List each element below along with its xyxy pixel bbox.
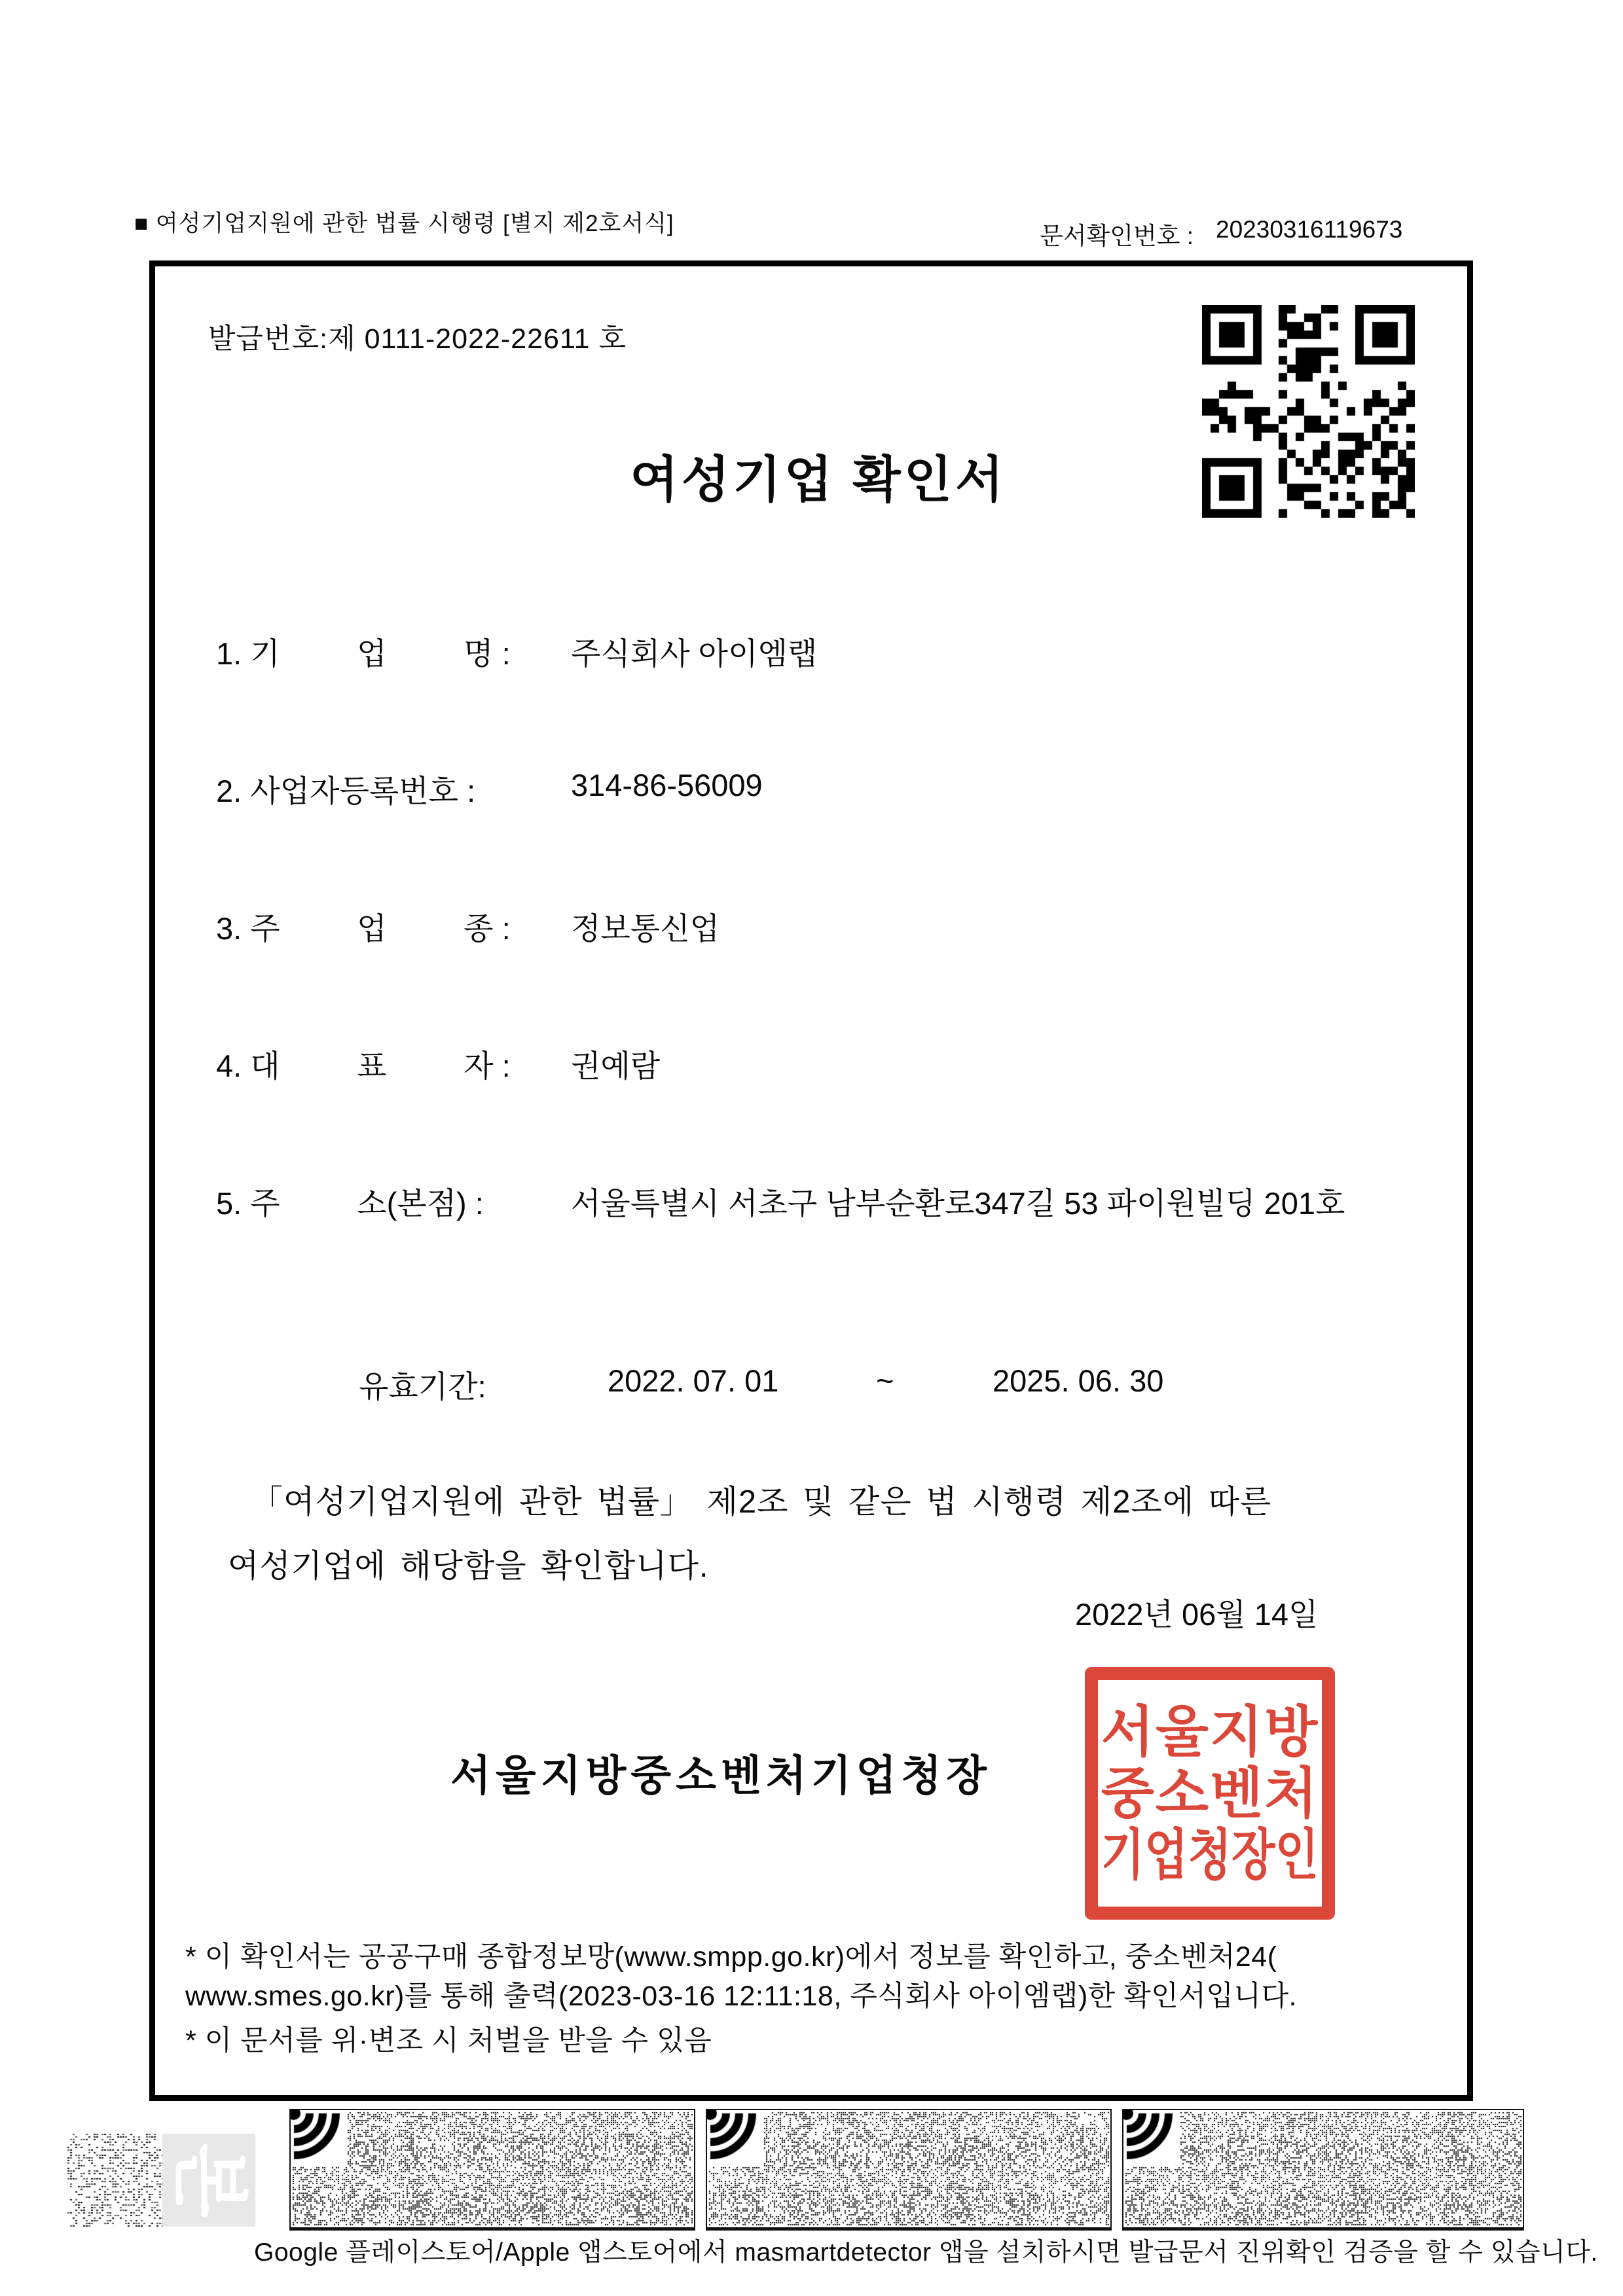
- field-label-company-name: 1. 기 업 명 :: [216, 636, 511, 671]
- doc-verification-label: 문서확인번호 :: [1040, 223, 1194, 249]
- issue-date: 2022년 06월 14일: [1075, 1597, 1319, 1632]
- qr-code: [1202, 305, 1415, 518]
- barcode-strip: [706, 2109, 1112, 2231]
- validity-end-date: 2025. 06. 30: [993, 1363, 1164, 1398]
- validity-label: 유효기간:: [359, 1369, 486, 1404]
- field-value-main-industry: 정보통신업: [571, 911, 720, 946]
- footnote-line2: www.smes.go.kr)를 통해 출력(2023-03-16 12:11:18, 주식회사 아이엠랩)한 확인서입니다.: [185, 1981, 1297, 2012]
- issue-number: 발급번호:제 0111-2022-22611 호: [208, 323, 627, 355]
- issuer-name: 서울지방중소벤처기업청장: [450, 1752, 991, 1799]
- official-seal: [1085, 1667, 1335, 1920]
- field-label-business-reg-no: 2. 사업자등록번호 :: [216, 774, 476, 808]
- field-value-company-name: 주식회사 아이엠랩: [571, 636, 818, 671]
- seal-line: 기업청장인: [1101, 1824, 1319, 1886]
- validity-separator: ~: [876, 1363, 894, 1398]
- barcode-strip: [289, 2109, 695, 2231]
- certificate-title: 여성기업 확인서: [630, 452, 1007, 508]
- field-value-business-reg-no: 314-86-56009: [571, 768, 763, 802]
- copy-stamp: [162, 2134, 255, 2227]
- copy-stamp-char: 본: [166, 2143, 252, 2217]
- form-reference: ■ 여성기업지원에 관한 법률 시행령 [별지 제2호서식]: [134, 211, 674, 236]
- validity-start-date: 2022. 07. 01: [608, 1363, 779, 1398]
- footnote-line3: * 이 문서를 위·변조 시 처벌을 받을 수 있음: [185, 2025, 712, 2056]
- copy-detection-barcode: [67, 2134, 162, 2227]
- field-value-address: 서울특별시 서초구 남부순환로347길 53 파이원빌딩 201호: [571, 1186, 1345, 1221]
- field-label-address: 5. 주 소(본점) :: [216, 1186, 484, 1221]
- footnote-line1: * 이 확인서는 공공구매 종합정보망(www.smpp.go.kr)에서 정보를 확인하고, 중소벤처24(: [185, 1941, 1277, 1973]
- field-value-representative: 권예람: [571, 1049, 661, 1083]
- body-text-line1: 「여성기업지원에 관한 법률」 제2조 및 같은 법 시행령 제2조에 따른: [251, 1484, 1272, 1520]
- doc-verification: [1040, 216, 1402, 251]
- seal-line: 서울지방: [1101, 1700, 1319, 1763]
- doc-verification-number: 20230316119673: [1216, 216, 1403, 243]
- field-label-main-industry: 3. 주 업 종 :: [216, 911, 511, 946]
- field-label-representative: 4. 대 표 자 :: [216, 1049, 511, 1083]
- seal-line: 중소벤처: [1101, 1762, 1319, 1824]
- verification-footer: Google 플레이스토어/Apple 앱스토어에서 masmartdetector 앱을 설치하시면 발급문서 진위확인 검증을 할 수 있습니다.: [254, 2238, 1598, 2267]
- barcode-strip: [1122, 2109, 1524, 2231]
- body-text-line2: 여성기업에 해당함을 확인합니다.: [228, 1549, 709, 1584]
